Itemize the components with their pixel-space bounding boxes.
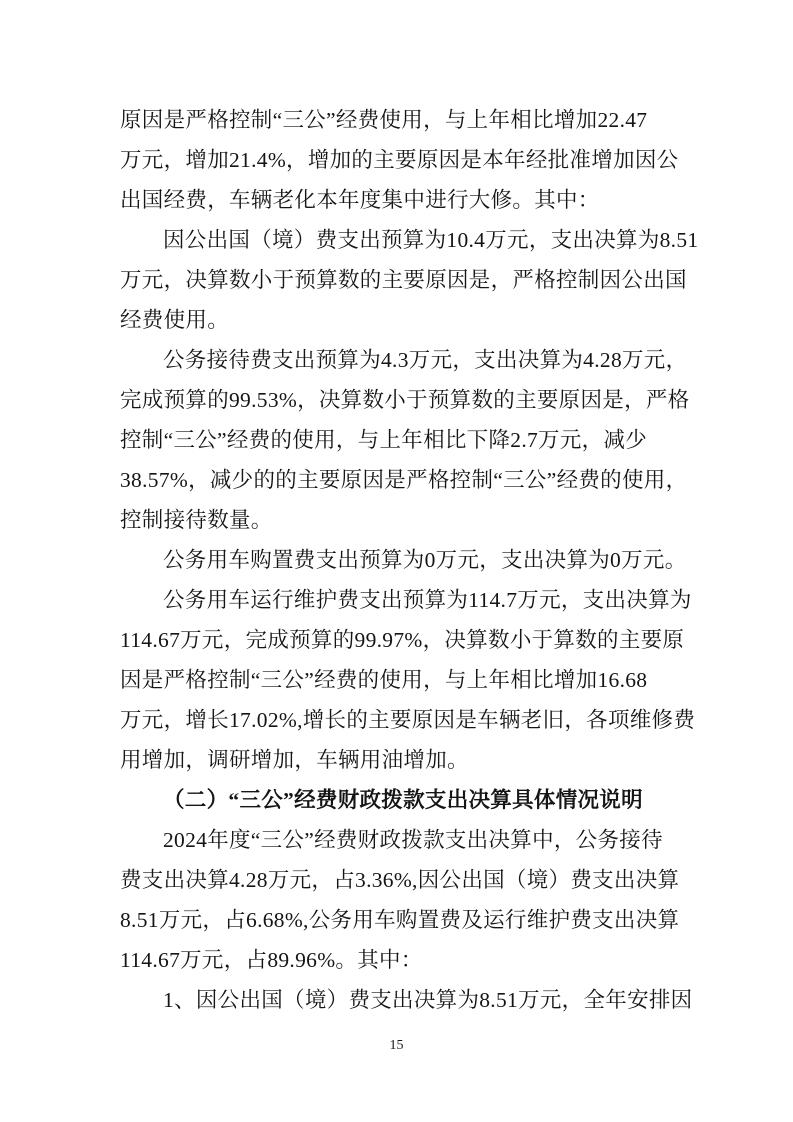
text-line: 原因是严格控制“三公”经费使用，与上年相比增加22.47	[120, 108, 648, 132]
text-line: 出国经费，车辆老化本年度集中进行大修。其中：	[120, 188, 600, 212]
text-line: 万元，决算数小于预算数的主要原因是，严格控制因公出国	[120, 268, 687, 292]
document-body	[120, 100, 699, 1020]
text-line: 2024年度“三公”经费财政拨款支出决算中，公务接待	[163, 828, 663, 852]
section-heading: （二）“三公”经费财政拨款支出决算具体情况说明	[163, 788, 643, 812]
text-line: 因公出国（境）费支出预算为10.4万元，支出决算为8.51	[163, 228, 699, 252]
text-line: 用增加，调研增加，车辆用油增加。	[120, 748, 469, 772]
text-line: 万元，增长17.02%,增长的主要原因是车辆老旧，各项维修费	[120, 708, 696, 732]
text-line: 公务用车运行维护费支出预算为114.7万元，支出决算为	[163, 588, 692, 612]
text-line: 完成预算的99.53%，决算数小于预算数的主要原因是，严格	[120, 388, 690, 412]
text-line: 114.67万元，完成预算的99.97%，决算数小于算数的主要原	[120, 628, 685, 652]
text-line: 万元，增加21.4%，增加的主要原因是本年经批准增加因公	[120, 148, 679, 172]
text-line: 控制“三公”经费的使用，与上年相比下降2.7万元，减少	[120, 428, 648, 452]
text-line: 公务接待费支出预算为4.3万元，支出决算为4.28万元，	[163, 348, 688, 372]
text-line: 经费使用。	[120, 308, 230, 332]
text-line: 38.57%，减少的的主要原因是严格控制“三公”经费的使用，	[120, 468, 688, 492]
text-line: 控制接待数量。	[120, 508, 273, 532]
text-line: 1、因公出国（境）费支出决算为8.51万元，全年安排因	[163, 988, 693, 1012]
text-line: 8.51万元，占6.68%,公务用车购置费及运行维护费支出决算	[120, 908, 680, 932]
text-line: 114.67万元，占89.96%。其中：	[120, 948, 423, 972]
page-number: 15	[389, 1038, 404, 1053]
text-line: 因是严格控制“三公”经费的使用，与上年相比增加16.68	[120, 668, 648, 692]
text-line: 费支出决算4.28万元，占3.36%,因公出国（境）费支出决算	[120, 868, 680, 892]
text-line: 公务用车购置费支出预算为0万元，支出决算为0万元。	[163, 548, 687, 572]
